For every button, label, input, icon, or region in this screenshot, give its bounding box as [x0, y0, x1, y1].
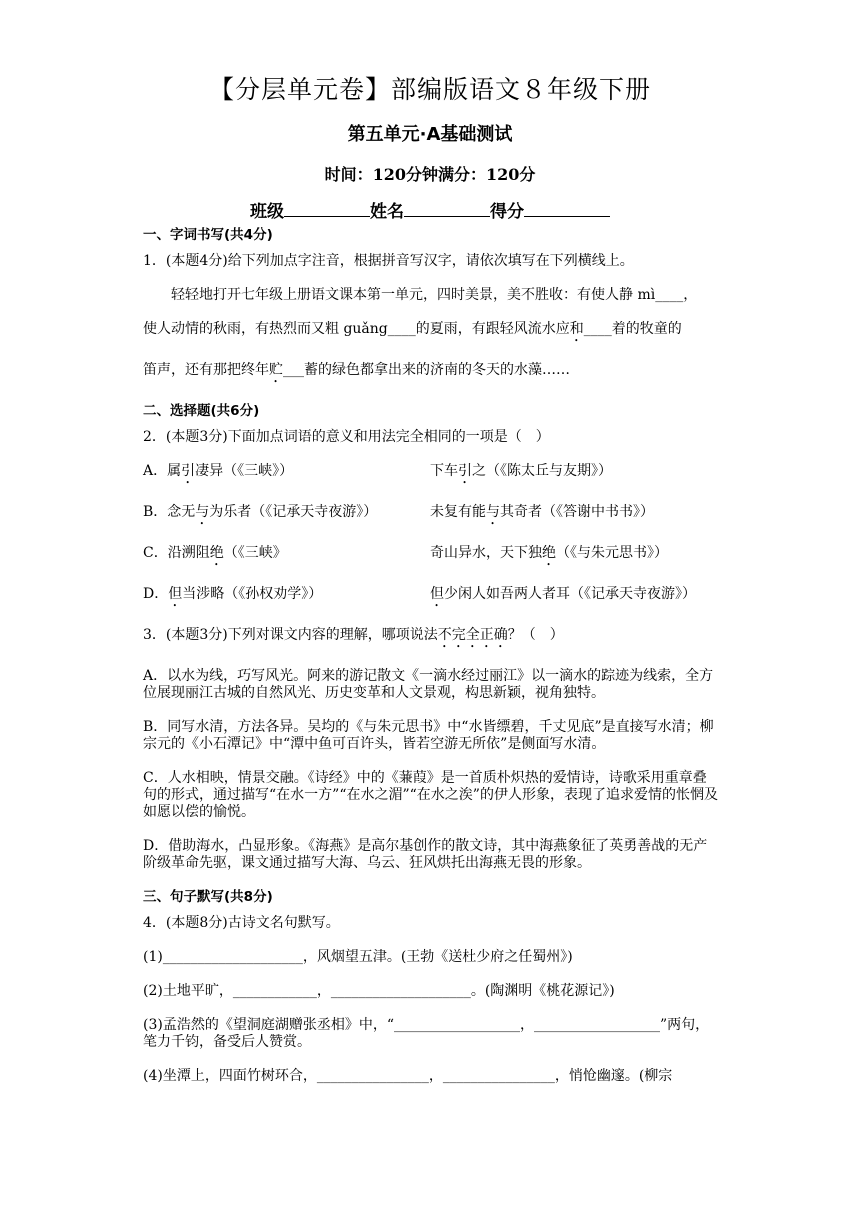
dotted-char: 但 [168, 586, 183, 602]
question-3-option-c: C．人水相映，情景交融。《诗经》中的《蒹葭》是一首质朴炽热的爱情诗，诗歌采用重章叠句的形式，通过描写“在水一方”“在水之湄”“在水之涘”的伊人形象，表现了追求爱情的怅惘及如愿以偿的愉悦。 [143, 770, 718, 820]
dotted-char: 和 [569, 321, 584, 337]
question-3-option-a: A．以水为线，巧写风光。阿来的游记散文《一滴水经过丽江》以一滴水的踪迹为线索，全方位展现丽江古城的自然风光、历史变革和人文景观，构思新颖，视角独特。 [143, 668, 714, 701]
question-2-option-c: C．沿溯阻绝（《三峡》 奇山异水，天下独绝（《与朱元思书》） [143, 545, 668, 561]
exam-subtitle: 第五单元·A基础测试 [347, 124, 513, 145]
question-1-stem: 1．(本题4分)给下列加点字注音，根据拼音写汉字，请依次填写在下列横线上。 [143, 253, 634, 269]
question-2-stem: 2．(本题3分)下面加点词语的意义和用法完全相同的一项是（ ） [143, 429, 550, 445]
section-heading: 二、选择题(共6分) [143, 403, 260, 419]
dotted-char: 但 [430, 586, 444, 602]
question-1-text-line: 轻轻地打开七年级上册语文课本第一单元，四时美景，美不胜收：有使人静 mì____， [171, 287, 698, 303]
time-and-score: 时间：120分钟满分：120分 [324, 165, 536, 184]
question-4-item-3: (3)孟浩然的《望洞庭湖赠张丞相》中，“__________________，__________________”两句，笔力千钧，备受后人赞赏。 [143, 1017, 710, 1050]
student-info-line [0, 197, 860, 222]
question-4-item-2: (2)土地平旷，____________，____________________。(陶渊明《桃花源记》) [143, 983, 615, 999]
question-2-option-b: B．念无与为乐者（《记承天寺夜游》） 未复有能与其奇者（《答谢中书书》） [143, 504, 654, 520]
question-3-stem: 3．(本题3分)下列对课文内容的理解，哪项说法不完全正确？（ ） [143, 627, 564, 643]
class-label: 班级 [250, 202, 284, 222]
score-label: 得分 [490, 202, 524, 222]
question-2-option-a: A．属引凄异（《三峡》） 下车引之（《陈太丘与友期》） [143, 463, 612, 479]
exam-title: 【分层单元卷】部编版语文８年级下册 [208, 75, 651, 104]
dotted-char: 引 [458, 463, 472, 479]
name-blank [404, 198, 490, 217]
score-blank [524, 198, 610, 217]
dotted-char: 引 [181, 463, 196, 479]
question-2-option-d: D．但当涉略（《孙权劝学》） 但少闲人如吾两人者耳（《记承天寺夜游》） [143, 586, 696, 602]
exam-content [143, 223, 718, 1102]
name-label: 姓名 [370, 202, 404, 222]
dotted-char: 与 [195, 504, 210, 520]
section-heading: 一、字词书写(共4分) [143, 227, 273, 243]
section-heading: 三、句子默写(共8分) [143, 889, 273, 905]
dotted-char: 与 [486, 504, 500, 520]
dotted-phrase: 不完全正确 [437, 627, 508, 643]
dotted-char: 绝 [542, 545, 556, 561]
dotted-char: 绝 [209, 545, 224, 561]
question-4-item-4: (4)坐潭上，四面竹树环合，________________，________________，悄怆幽邃。(柳宗 [143, 1068, 673, 1084]
question-4-stem: 4．(本题8分)古诗文名句默写。 [143, 915, 340, 931]
question-4-item-1: (1)____________________，风烟望五津。(王勃《送杜少府之任蜀州》) [143, 949, 573, 965]
class-blank [284, 198, 370, 217]
question-3-option-d: D．借助海水，凸显形象。《海燕》是高尔基创作的散文诗，其中海燕象征了英勇善战的无产阶级革命先驱，课文通过描写大海、乌云、狂风烘托出海燕无畏的形象。 [143, 838, 708, 871]
question-3-option-b: B．同写水清，方法各异。吴均的《与朱元思书》中“水皆缥碧，千丈见底”是直接写水清；柳宗元的《小石潭记》中“潭中鱼可百许头，皆若空游无所依”是侧面写水清。 [143, 719, 714, 752]
dotted-char: 贮 [269, 362, 283, 378]
question-1-text-line: 使人动情的秋雨，有热烈而又粗 guǎng____的夏雨，有跟轻风流水应和____着的牧童的 [143, 321, 682, 337]
question-1-text-line: 笛声，还有那把终年贮___蓄的绿色都拿出来的济南的冬天的水藻…… [143, 362, 570, 378]
